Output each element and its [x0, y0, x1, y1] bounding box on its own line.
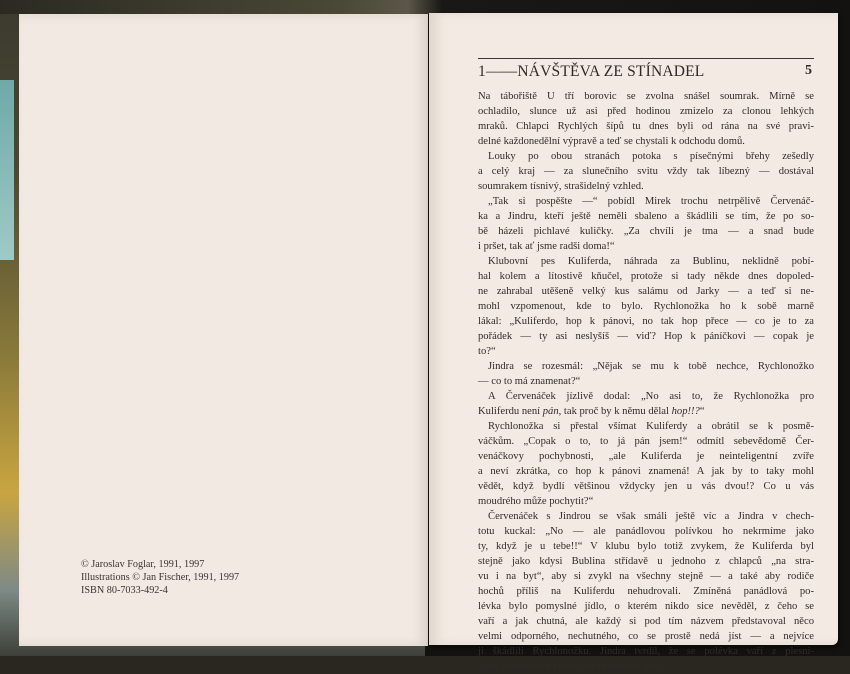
page-number: 5 [805, 63, 812, 78]
text-line: totu kuckal: „No — ale panádlovou polívkou ho nekrmíme jako [478, 526, 814, 537]
copyright-illustrations: Illustrations © Jan Fischer, 1991, 1997 [81, 572, 240, 583]
text-line: hochů příliš na Kuliferdu nehudrovali. Zmíněná panádlová po- [478, 586, 814, 597]
text-line: delné každonedělní výpravě a teď se chystali k odchodu domů. [478, 136, 745, 147]
text-line: Kuliferdu není pán, tak proč by k němu dělal hop!!?“ [478, 406, 705, 417]
text-line: to?“ [478, 346, 496, 357]
text-line: venáčkovy pochybnosti, „ale Kuliferda je neinteligentní zvíře [478, 451, 814, 462]
text-line: lákal: „Kuliferdo, hop k pánovi, no tak hop přece — co je to za [478, 316, 814, 327]
text-line: lévka bylo pomyslné jídlo, o kterém nikdo sice nevěděl, z čeho se [478, 601, 814, 612]
emphasis: pán [542, 406, 559, 417]
text-line: velmi odporného, nechutného, co se prostě nedá jíst — a nejvíce [478, 631, 814, 642]
text-line: soumrakem tísnivý, strašidelný vzhled. [478, 181, 644, 192]
text-line: hal kolem a lítostivě kňučel, protože si tady někde dnes dopoled- [478, 271, 814, 282]
copyright-imprint [81, 558, 239, 597]
text-line: váčkům. „Copak o to, to já pán jsem!“ odmítl sebevědomě Čer- [478, 436, 814, 447]
text-line: vu i na byt“, aby si zvykl na všechny stejně — a také aby rodiče [478, 571, 814, 582]
text-line: a neví zkrátka, co hop k pánovi znamená! A jak by to taky mohl [478, 466, 814, 477]
text-line: vědět, když bydlí většinou vždycky jen u vás dvou!? Co u vás [478, 481, 814, 492]
text-line: A Červenáček jízlivě dodal: „No asi to, že Rychlonožka pro [488, 391, 814, 402]
text-line: ochladilo, slunce už asi před hodinou zmizelo za clonou lehkých [478, 106, 814, 117]
text-line: Rychlonožka si přestal všímat Kuliferdy a obrátil se k posmě- [488, 421, 814, 432]
text-line: mohl vzpomenout, kde to bylo. Rychlonožka ho k sobě marně [478, 301, 814, 312]
text-line: ji škádlili Rychlonožku. Jindra tvrdil, že se polévka vaří z plesni- [478, 646, 814, 657]
chapter-body-text [478, 89, 814, 674]
text-line: mraků. Chlapci Rychlých šípů tu dnes byli od rána na své pravi- [478, 121, 814, 132]
emphasis: hop!!? [671, 406, 700, 417]
text-line: bě házeli pichlavé kuličky. „Za chvíli je tma — a snad bude [478, 226, 814, 237]
left-page [19, 14, 428, 646]
text-line: Louky po obou stranách potoka s písečnými břehy zešedly [488, 151, 814, 162]
text-line: Červenáček s Jindrou se však smáli ještě víc a Jindra v chech- [488, 511, 814, 522]
text-line: — co to má znamenat?“ [478, 376, 581, 387]
text-line: a celý kraj — za slunečního svitu vždy tak líbezný — dostával [478, 166, 814, 177]
text-line: Jindra se rozesmál: „Nějak se mu k tobě nechce, Rychlonožko [488, 361, 814, 372]
text-line: stejně jako kdysi Bublina střídavě u jednoho z chlapců „na stra- [478, 556, 814, 567]
text-line: „Tak si pospěšte —“ pobídl Mirek trochu netrpělivě Červenáč- [488, 196, 814, 207]
text-line: Na tábořiště U tří borovic se zvolna snášel soumrak. Mírně se [478, 91, 814, 102]
text-line: ne zahrabal utěšeně velký kus salámu od Jarky — a teď si ne- [478, 286, 814, 297]
text-line: moudrého může pochytit?“ [478, 496, 594, 507]
chapter-title: 1——NÁVŠTĚVA ZE STÍNADEL [478, 63, 705, 80]
text-line: ka a Jindru, kteří ještě neměli sbaleno a škádlili se tím, že po so- [478, 211, 814, 222]
text-line: vých chlebových kůrek, ale nevěděl to jistě . . . [478, 661, 678, 672]
copyright-author: © Jaroslav Foglar, 1991, 1997 [81, 559, 205, 570]
isbn: ISBN 80-7033-492-4 [81, 585, 168, 596]
text-line: vaří a jak chutná, ale každý si pod tím názvem představoval něco [478, 616, 814, 627]
chapter-header-rule [478, 58, 814, 59]
book-cover-top-edge [0, 0, 850, 14]
text-line: ty, když je u tebe!!“ V klubu bylo totiž zvykem, že Kuliferda byl [478, 541, 814, 552]
text-line: i pršet, tak ať jsme radši doma!“ [478, 241, 615, 252]
text-line: Klubovní pes Kuliferda, náhrada za Bublinu, neklidně pobí- [488, 256, 814, 267]
text-line: pořádek — ty asi neslyšíš — viď? Hop k páníčkovi — copak je [478, 331, 814, 342]
